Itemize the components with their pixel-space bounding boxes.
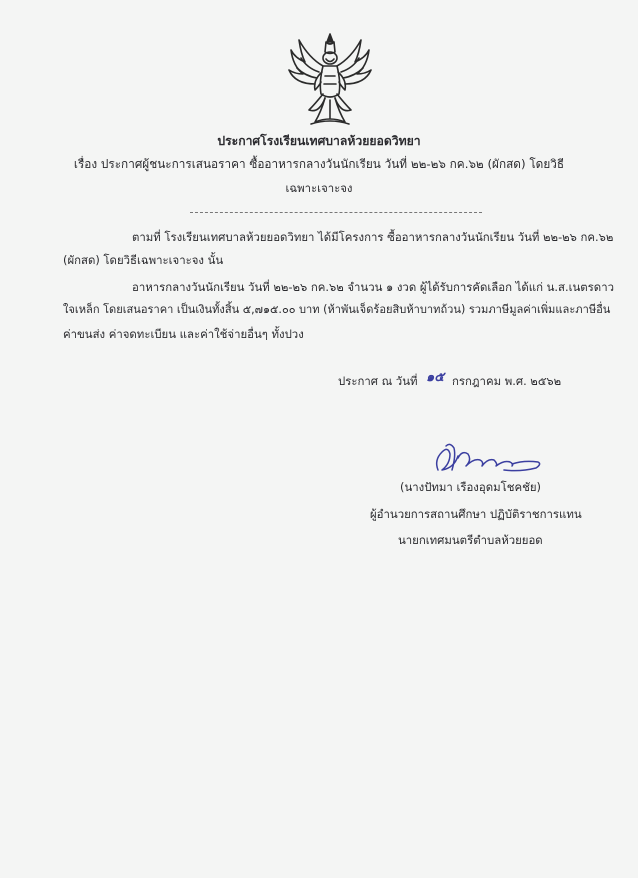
announcement-title: ประกาศโรงเรียนเทศบาลห้วยยอดวิทยา bbox=[217, 134, 421, 148]
garuda-emblem-icon bbox=[285, 32, 375, 128]
signature-icon bbox=[428, 440, 546, 478]
announce-day-handwritten: ๑๕ bbox=[426, 370, 445, 385]
announce-month-year: กรกฎาคม พ.ศ. ๒๕๖๒ bbox=[452, 374, 562, 388]
announcement-subject-line2: เฉพาะเจาะจง bbox=[285, 181, 353, 195]
body-paragraph-2-line-1: อาหารกลางวันนักเรียน วันที่ ๒๒-๒๖ กค.๖๒ จำนวน ๑ งวด ผู้ได้รับการคัดเลือก ได้แก่ น.ส.เนตรดาว bbox=[132, 280, 614, 294]
body-paragraph-1-line-1: ตามที่ โรงเรียนเทศบาลห้วยยอดวิทยา ได้มีโครงการ ซื้ออาหารกลางวันนักเรียน วันที่ ๒๒-๒๖ กค.๖๒ bbox=[132, 230, 614, 244]
signer-title-line2: นายกเทศมนตรีตำบลห้วยยอด bbox=[398, 533, 543, 547]
divider-line bbox=[190, 212, 482, 213]
body-paragraph-2-line-2: ใจเหล็ก โดยเสนอราคา เป็นเงินทั้งสิ้น ๕,๗๑๕.๐๐ บาท (ห้าพันเจ็ดร้อยสิบห้าบาทถ้วน) รวมภาษีมูลค่าเพิ่มและภาษีอื่น bbox=[63, 303, 611, 316]
announce-date-prefix: ประกาศ ณ วันที่ bbox=[338, 374, 418, 388]
body-paragraph-2-line-3: ค่าขนส่ง ค่าจดทะเบียน และค่าใช้จ่ายอื่นๆ ทั้งปวง bbox=[63, 327, 304, 341]
announcement-subject: เรื่อง ประกาศผู้ชนะการเสนอราคา ซื้ออาหารกลางวันนักเรียน วันที่ ๒๒-๒๖ กค.๖๒ (ผักสด) โดยวิธี bbox=[73, 157, 565, 171]
body-paragraph-1-line-2: (ผักสด) โดยวิธีเฉพาะเจาะจง นั้น bbox=[63, 253, 224, 267]
signer-name: (นางปัทมา เรืองอุดมโชคชัย) bbox=[400, 480, 541, 494]
signer-title: ผู้อำนวยการสถานศึกษา ปฏิบัติราชการแทน bbox=[370, 507, 582, 521]
